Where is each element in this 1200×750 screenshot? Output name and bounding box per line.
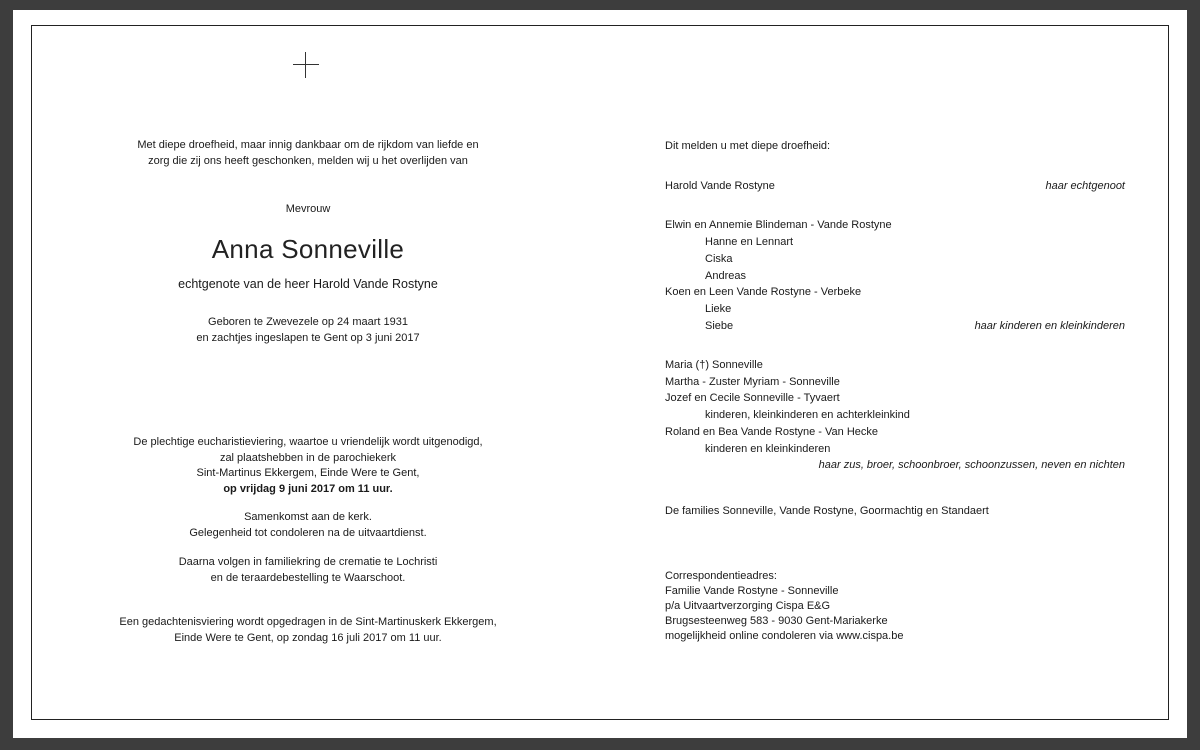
intro-text: Met diepe droefheid, maar innig dankbaar om de rijkdom van liefde en zorg die zij ons heeft geschonken, melden wij u het overlijden van — [137, 139, 479, 167]
list-item: Elwin en Annemie Blindeman - Vande Rostyne — [665, 219, 892, 231]
correspondence-line: Brugsesteenweg 583 - 9030 Gent-Mariakerke — [665, 615, 888, 627]
list-item: kinderen, kleinkinderen en achterkleinkind — [705, 409, 910, 421]
list-item: Ciska — [705, 253, 733, 265]
list-item: Siebe haar kinderen en kleinkinderen — [665, 318, 1125, 335]
ceremony-text: De plechtige eucharistieviering, waartoe u vriendelijk wordt uitgenodigd, zal plaatshebben in de parochiekerk Sint-Martinus Ekkergem, Einde Were te Gent, op vrijdag 9 juni 2017 om 11 uur. — [133, 436, 483, 495]
husband-row: Harold Vande Rostyne haar echtgenoot — [665, 180, 1125, 192]
siblings-role-row — [665, 457, 1125, 474]
list-item: Martha - Zuster Myriam - Sonneville — [665, 376, 840, 388]
correspondence-line: p/a Uitvaartverzorging Cispa E&G — [665, 600, 831, 612]
salutation: Mevrouw — [285, 203, 331, 215]
obituary-sheet — [13, 10, 1187, 738]
announce-line: Dit melden u met diepe droefheid: — [665, 140, 831, 152]
list-item: Maria (†) Sonneville — [665, 359, 763, 371]
life-dates — [93, 315, 523, 346]
list-item: Andreas — [705, 270, 746, 282]
children-role: haar kinderen en kleinkinderen — [974, 320, 1125, 332]
deceased-name: Anna Sonneville — [211, 234, 405, 264]
list-item: Lieke — [705, 303, 732, 315]
cremation-text: Daarna volgen in familiekring de crematie te Lochristi en de teraardebestelling te Waarschoot. — [178, 556, 438, 584]
correspondence-line: mogelijkheid online condoleren via www.cispa.be — [665, 630, 904, 642]
list-item: Jozef en Cecile Sonneville - Tyvaert — [665, 392, 840, 404]
siblings-role: haar zus, broer, schoonbroer, schoonzussen, neven en nichten — [818, 459, 1125, 471]
correspondence-label: Correspondentieadres: — [665, 570, 777, 582]
gathering-text: Samenkomst aan de kerk. Gelegenheid tot condoleren na de uitvaartdienst. — [189, 511, 427, 539]
birth-text: Geboren te Zwevezele op 24 maart 1931 — [208, 316, 408, 328]
families-line: De families Sonneville, Vande Rostyne, Goormachtig en Standaert — [665, 505, 989, 517]
list-item: Koen en Leen Vande Rostyne - Verbeke — [665, 286, 862, 298]
memorial-text: Een gedachtenisviering wordt opgedragen in de Sint-Martinuskerk Ekkergem, Einde Were te Gent, op zondag 16 juli 2017 om 11 uur. — [119, 616, 497, 644]
cross-icon — [293, 52, 319, 78]
list-item: kinderen en kleinkinderen — [705, 443, 831, 455]
list-item: Roland en Bea Vande Rostyne - Van Hecke — [665, 426, 879, 438]
death-text: en zachtjes ingeslapen te Gent op 3 juni 2017 — [196, 331, 420, 344]
spouse-line: echtgenote van de heer Harold Vande Rostyne — [178, 277, 438, 291]
list-item: Hanne en Lennart — [705, 236, 794, 248]
ceremony-date: op vrijdag 9 juni 2017 om 11 uur. — [223, 482, 393, 495]
correspondence-line: Familie Vande Rostyne - Sonneville — [665, 585, 839, 597]
